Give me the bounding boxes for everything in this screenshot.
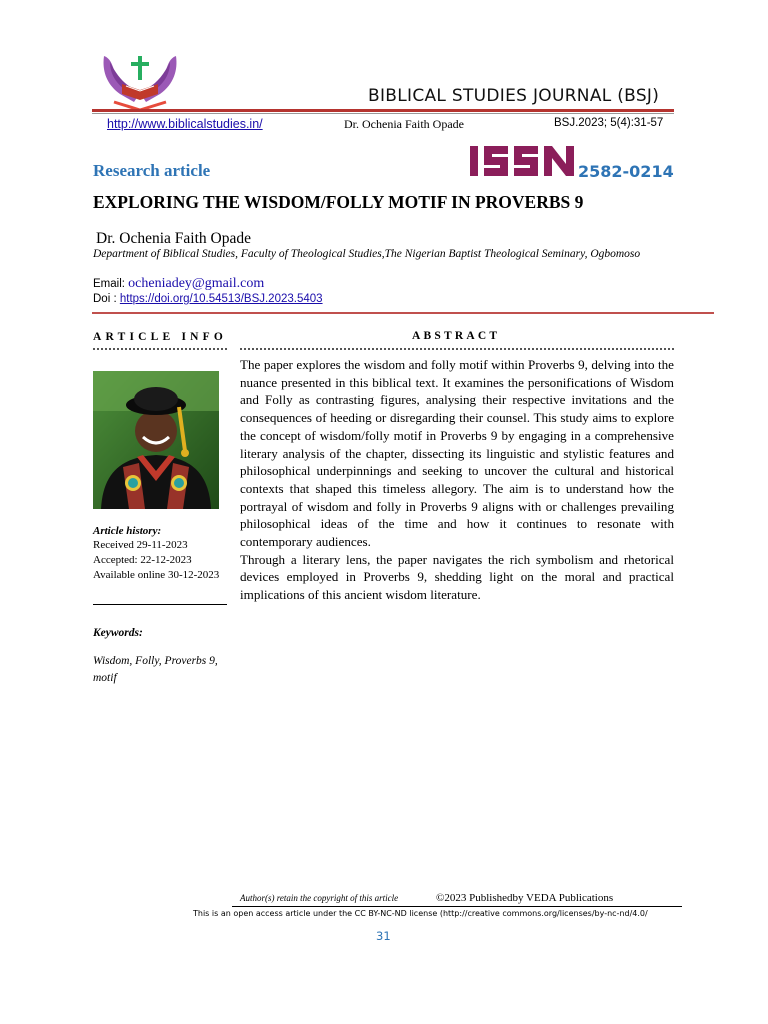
doi-row	[93, 293, 323, 305]
journal-logo-icon	[100, 50, 180, 112]
license-note: This is an open access article under the CC BY-NC-ND license (http://creative commons.org/licenses/by-nc-nd/4.0/	[193, 909, 648, 918]
received-date: Received 29-11-2023	[93, 539, 188, 551]
header-citation: BSJ.2023; 5(4):31-57	[554, 117, 664, 129]
section-rule	[92, 312, 714, 314]
email-label: Email:	[93, 278, 125, 290]
history-divider	[93, 604, 227, 605]
abstract-paragraph: Through a literary lens, the paper navigates the rich symbolism and rhetorical devices employed in Proverbs 9, shedding light on the moral and practical implications of this ancient wisdom literature.	[240, 551, 674, 603]
article-info-underline	[93, 348, 227, 350]
header-author: Dr. Ochenia Faith Opade	[344, 117, 464, 131]
author-name: Dr. Ochenia Faith Opade	[96, 230, 251, 247]
header-rule	[92, 109, 674, 112]
article-type-label: Research article	[93, 161, 211, 180]
author-affiliation: Department of Biblical Studies, Faculty of Theological Studies,The Nigerian Baptist Theological Seminary, Ogbomoso	[93, 248, 641, 260]
doi-link[interactable]: https://doi.org/10.54513/BSJ.2023.5403	[119, 293, 323, 305]
abstract-underline	[240, 348, 674, 350]
keywords-heading: Keywords:	[93, 627, 143, 639]
accepted-date: Accepted: 22-12-2023	[93, 554, 192, 566]
page-number: 31	[376, 929, 391, 943]
author-photo	[93, 371, 219, 509]
doi-label: Doi :	[93, 293, 117, 305]
abstract-body	[240, 356, 674, 604]
abstract-paragraph: The paper explores the wisdom and folly motif within Proverbs 9, delving into the nuance presented in this biblical text. It examines the personifications of Wisdom and Folly as contrasting figures, analysing their respective invitations and the consequences of heeding or disregarding their counsel. This study aims to explore the concept of wisdom/folly motif in Proverbs 9 by engaging in a comprehensive literary analysis of the chapter, dissecting its linguistic and stylistic features and philosophical underpinnings and seeking to uncover the cultural and historical contexts that shaped this timeless allegory. The aim is to understand how the portrayal of wisdom and folly in Proverbs 9 aligns with or challenges prevailing philosophical ideas of the time and how it continues to resonate with contemporary audiences.	[240, 357, 674, 550]
publisher-note: ©2023 Publishedby VEDA Publications	[436, 892, 614, 904]
keywords-list: Wisdom, Folly, Proverbs 9, motif	[93, 655, 218, 684]
header-rule-thin	[92, 113, 674, 114]
article-info-heading: ARTICLE INFO	[93, 331, 228, 343]
journal-website-link[interactable]: http://www.biblicalstudies.in/	[107, 117, 263, 131]
issn-number: 2582-0214	[578, 162, 674, 181]
article-history-heading: Article history:	[93, 525, 162, 537]
issn-logo-icon	[470, 146, 574, 176]
footer-rule	[232, 906, 682, 907]
paper-title: EXPLORING THE WISDOM/FOLLY MOTIF IN PROVERBS 9	[93, 192, 584, 212]
available-online-date: Available online 30-12-2023	[93, 569, 220, 581]
email-link[interactable]: ocheniadey@gmail.com	[128, 276, 265, 291]
abstract-heading: ABSTRACT	[412, 330, 501, 342]
copyright-note: Author(s) retain the copyright of this article	[240, 893, 399, 903]
journal-title: BIBLICAL STUDIES JOURNAL (BSJ)	[368, 86, 660, 106]
email-row	[93, 276, 264, 292]
